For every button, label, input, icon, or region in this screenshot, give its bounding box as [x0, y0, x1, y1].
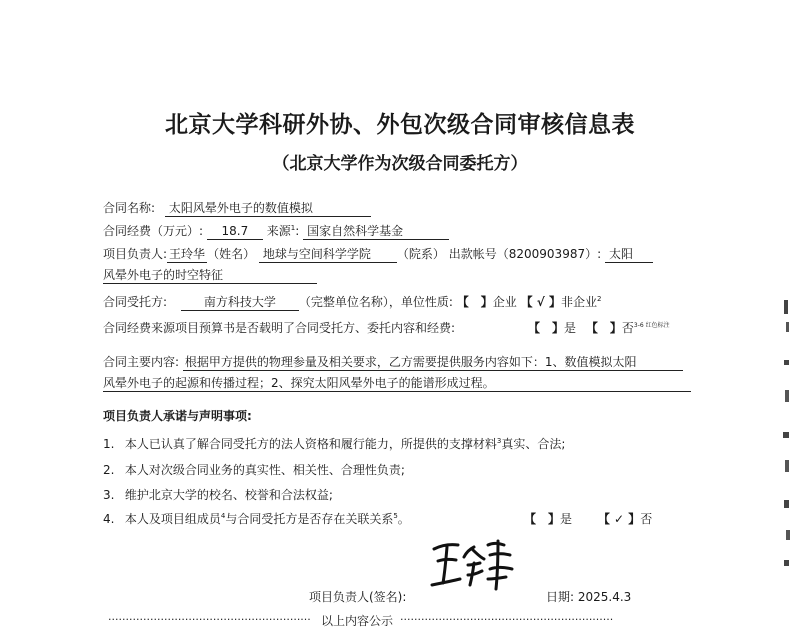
commitment-sup: 4: [220, 512, 226, 520]
contract-name-label: 合同名称:: [103, 201, 156, 215]
related-no-label: 否: [640, 512, 653, 526]
commitment-text: 维护北京大学的校名、校誉和合法权益;: [124, 488, 333, 502]
contract-name-row: [103, 199, 371, 217]
commitment-text-b: 与合同受托方是否存在关联关系: [225, 512, 394, 526]
fund-source-question: 合同经费来源项目预算书是否载明了合同受托方、委托内容和经费:: [103, 321, 456, 335]
pi-name: 王玲华: [169, 247, 206, 261]
entrusted-sup: 2: [597, 295, 602, 303]
fund-source-note: 3-6 红色标注: [633, 322, 670, 329]
pi-row: [103, 245, 653, 263]
signature-label: 项目负责人(签名):: [309, 590, 407, 604]
nonenterprise-label: 非企业: [560, 295, 597, 309]
fund-source-label-b: :: [295, 224, 300, 238]
fund-source-question-row: [103, 319, 455, 336]
entrusted-value: 南方科技大学: [181, 293, 299, 311]
nonenterprise-checkbox[interactable]: 【 √ 】: [520, 295, 561, 309]
fund-source-sup: 1: [290, 224, 296, 232]
entrusted-row: [103, 293, 601, 311]
footer-divider: [108, 612, 311, 626]
contract-name-value: 太阳风晕外电子的数值模拟: [165, 199, 371, 217]
commitment-num: 4.: [103, 512, 115, 526]
commitment-sup-2: 5: [393, 512, 398, 520]
pi-project-end: 风晕外电子的时空特征: [103, 266, 317, 284]
related-party-answer: [524, 510, 652, 527]
related-no-checkbox[interactable]: 【 ✓ 】: [597, 512, 641, 526]
related-yes-checkbox[interactable]: 【 】: [524, 512, 561, 526]
page-edge-marks: [772, 60, 800, 620]
pi-label: 项目负责人:: [103, 247, 168, 261]
content-row: [103, 353, 683, 371]
commitment-text-c: 。: [397, 512, 410, 526]
document-title: 北京大学科研外协、外包次级合同审核信息表: [165, 111, 635, 138]
commitment-text-b: 真实、合法;: [501, 437, 566, 451]
commitment-num: 3.: [103, 488, 115, 502]
enterprise-label: 企业: [492, 295, 517, 309]
pi-project-start: 太阳: [605, 245, 653, 263]
commitments-heading: 项目负责人承诺与声明事项:: [103, 409, 252, 423]
date-value: 2025.4.3: [577, 590, 632, 604]
pi-name-suffix: （姓名）: [207, 247, 256, 261]
entrusted-label: 合同受托方:: [103, 295, 168, 309]
contract-fund-value: 18.7: [207, 224, 263, 240]
enterprise-checkbox[interactable]: 【 】: [456, 295, 493, 309]
fund-source-no-label: 否: [621, 321, 634, 335]
content-line1: 根据甲方提供的物理参量及相关要求，乙方需要提供服务内容如下：1、数值模拟太阳: [183, 353, 683, 371]
fund-source-answer: [528, 319, 670, 336]
commitment-text: 本人已认真了解合同受托方的法人资格和履行能力，所提供的支撑材料: [124, 437, 497, 451]
content-row-2: [103, 374, 691, 392]
fund-source-value: 国家自然科学基金: [303, 222, 449, 240]
date-row: [546, 588, 631, 605]
commitment-item-3: [103, 486, 333, 503]
content-label: 合同主要内容:: [103, 355, 180, 369]
date-label: 日期:: [546, 590, 575, 604]
footer-dots-right: ·····························································: [400, 613, 614, 626]
pi-dept-suffix: （院系）: [396, 247, 445, 261]
entrusted-suffix: （完整单位名称），单位性质:: [298, 295, 453, 309]
footer-text: 以上内容公示: [318, 612, 396, 629]
footer-divider-right: [400, 612, 613, 626]
handwritten-signature: [428, 535, 518, 595]
pi-dept: 地球与空间科学学院: [259, 245, 397, 263]
contract-fund-row: [103, 222, 449, 240]
commitment-num: 1.: [103, 437, 115, 451]
fund-source-yes-label: 是: [564, 321, 577, 335]
contract-fund-label: 合同经费（万元）:: [103, 224, 204, 238]
document-subtitle: （北京大学作为次级合同委托方）: [272, 154, 528, 174]
commitment-item-2: [103, 461, 405, 478]
content-line2: 风晕外电子的起源和传播过程；2、探究太阳风晕外电子的能谱形成过程。: [103, 374, 691, 392]
fund-source-no-checkbox[interactable]: 【 】: [585, 321, 622, 335]
pi-project-row: [103, 266, 317, 284]
commitment-text: 本人及项目组成员: [124, 512, 221, 526]
commitment-text: 本人对次级合同业务的真实性、相关性、合理性负责;: [124, 463, 405, 477]
commitment-num: 2.: [103, 463, 115, 477]
commitment-sup: 3: [496, 437, 502, 445]
related-yes-label: 是: [560, 512, 573, 526]
commitment-item-1: [103, 435, 565, 452]
fund-source-label-a: 来源: [266, 224, 291, 238]
fund-source-yes-checkbox[interactable]: 【 】: [528, 321, 565, 335]
commitment-item-4: [103, 510, 410, 527]
pi-account-label: 出款帐号（8200903987）:: [448, 247, 602, 261]
footer-dots-left: ··························································: [108, 613, 311, 626]
